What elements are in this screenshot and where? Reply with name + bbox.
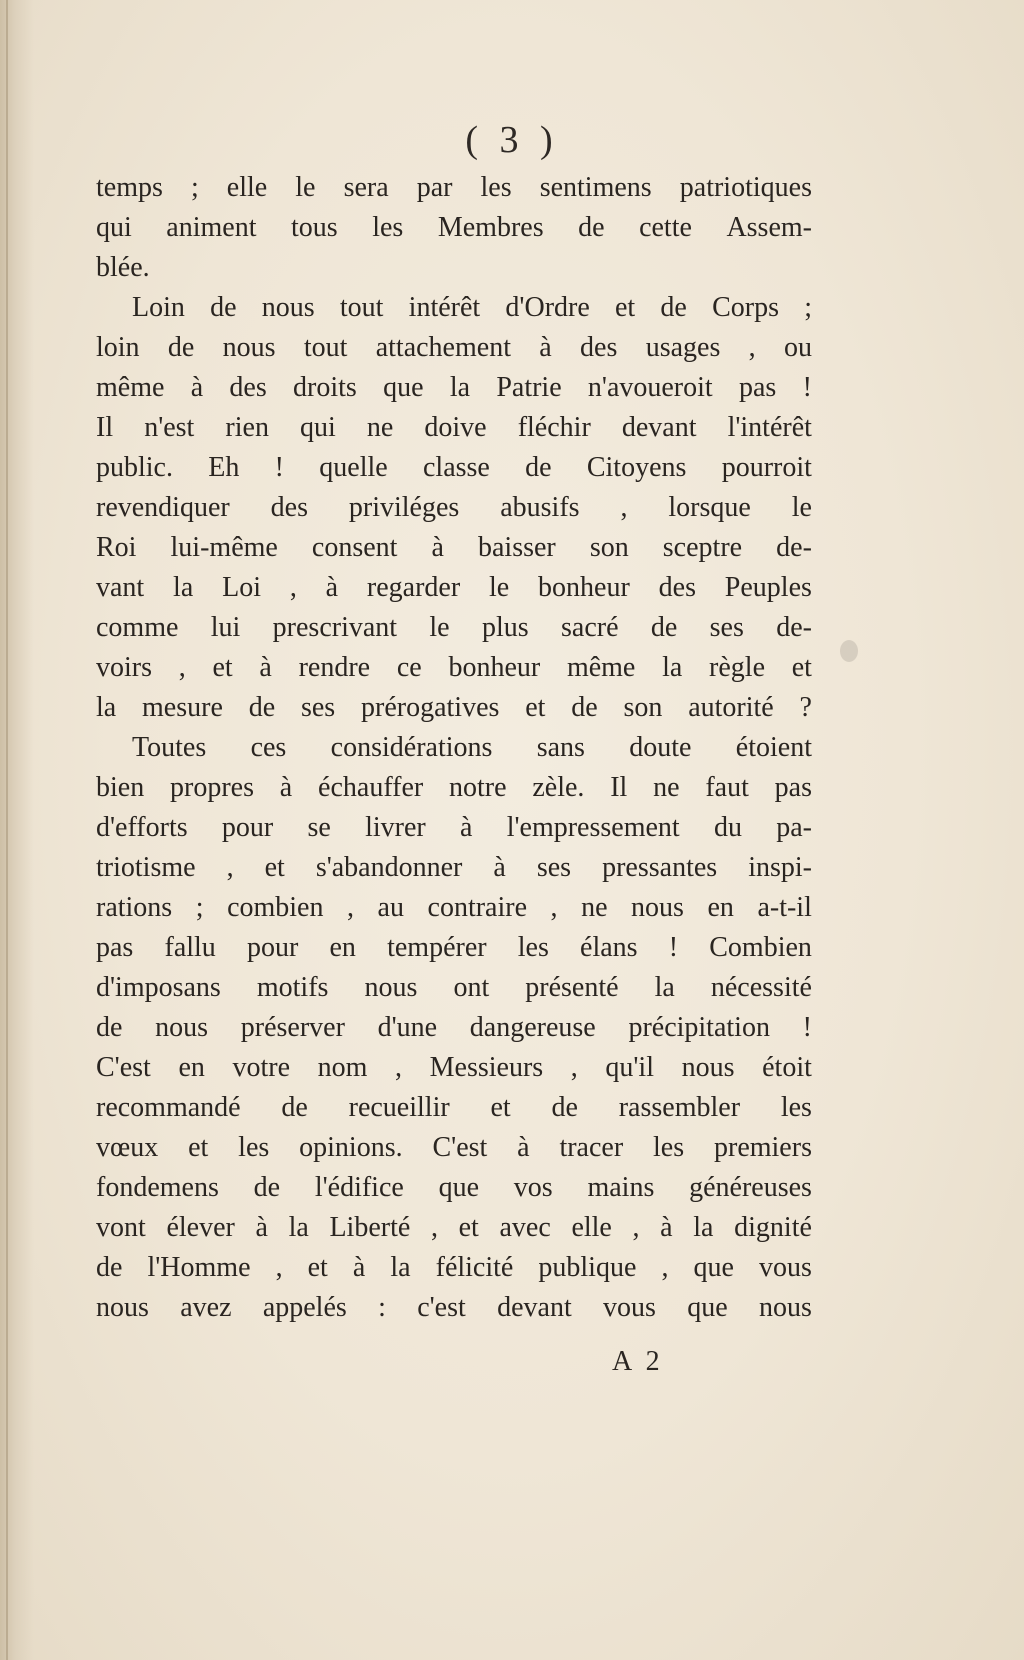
text-line: la mesure de ses prérogatives et de son autorité ? xyxy=(96,692,812,723)
binding-edge xyxy=(6,0,8,1660)
text-line: Loin de nous tout intérêt d'Ordre et de Corps ; xyxy=(132,292,812,323)
text-line: Roi lui-même consent à baisser son sceptre de- xyxy=(96,532,812,563)
paper-stain xyxy=(840,640,858,662)
text-line: loin de nous tout attachement à des usages , ou xyxy=(96,332,812,363)
text-line: rations ; combien , au contraire , ne nous en a-t-il xyxy=(96,892,812,923)
text-line: de l'Homme , et à la félicité publique , que vous xyxy=(96,1252,812,1283)
text-line: revendiquer des priviléges abusifs , lorsque le xyxy=(96,492,812,523)
text-line: fondemens de l'édifice que vos mains généreuses xyxy=(96,1172,812,1203)
text-line: temps ; elle le sera par les sentimens patriotiques xyxy=(96,172,812,203)
text-line: Il n'est rien qui ne doive fléchir devant l'intérêt xyxy=(96,412,812,443)
text-line: triotisme , et s'abandonner à ses pressantes inspi- xyxy=(96,852,812,883)
text-line: blée. xyxy=(96,252,150,283)
text-line: vont élever à la Liberté , et avec elle , à la dignité xyxy=(96,1212,812,1243)
text-line: même à des droits que la Patrie n'avoueroit pas ! xyxy=(96,372,812,403)
text-line: vant la Loi , à regarder le bonheur des Peuples xyxy=(96,572,812,603)
text-line: vœux et les opinions. C'est à tracer les premiers xyxy=(96,1132,812,1163)
page-number-header: ( 3 ) xyxy=(465,119,559,161)
text-line: comme lui prescrivant le plus sacré de ses de- xyxy=(96,612,812,643)
text-line: Toutes ces considérations sans doute étoient xyxy=(132,732,812,763)
text-line: recommandé de recueillir et de rassembler les xyxy=(96,1092,812,1123)
text-line: C'est en votre nom , Messieurs , qu'il nous étoit xyxy=(96,1052,812,1083)
text-line: voirs , et à rendre ce bonheur même la règle et xyxy=(96,652,812,683)
body-text xyxy=(96,168,812,1328)
text-line: d'efforts pour se livrer à l'empressement du pa- xyxy=(96,812,812,843)
signature-mark: A 2 xyxy=(612,1346,664,1377)
text-line: qui animent tous les Membres de cette Assem- xyxy=(96,212,812,243)
text-line: d'imposans motifs nous ont présenté la nécessité xyxy=(96,972,812,1003)
text-line: de nous préserver d'une dangereuse précipitation ! xyxy=(96,1012,812,1043)
text-line: nous avez appelés : c'est devant vous que nous xyxy=(96,1292,812,1323)
text-line: public. Eh ! quelle classe de Citoyens pourroit xyxy=(96,452,812,483)
text-line: bien propres à échauffer notre zèle. Il ne faut pas xyxy=(96,772,812,803)
text-line: pas fallu pour en tempérer les élans ! Combien xyxy=(96,932,812,963)
